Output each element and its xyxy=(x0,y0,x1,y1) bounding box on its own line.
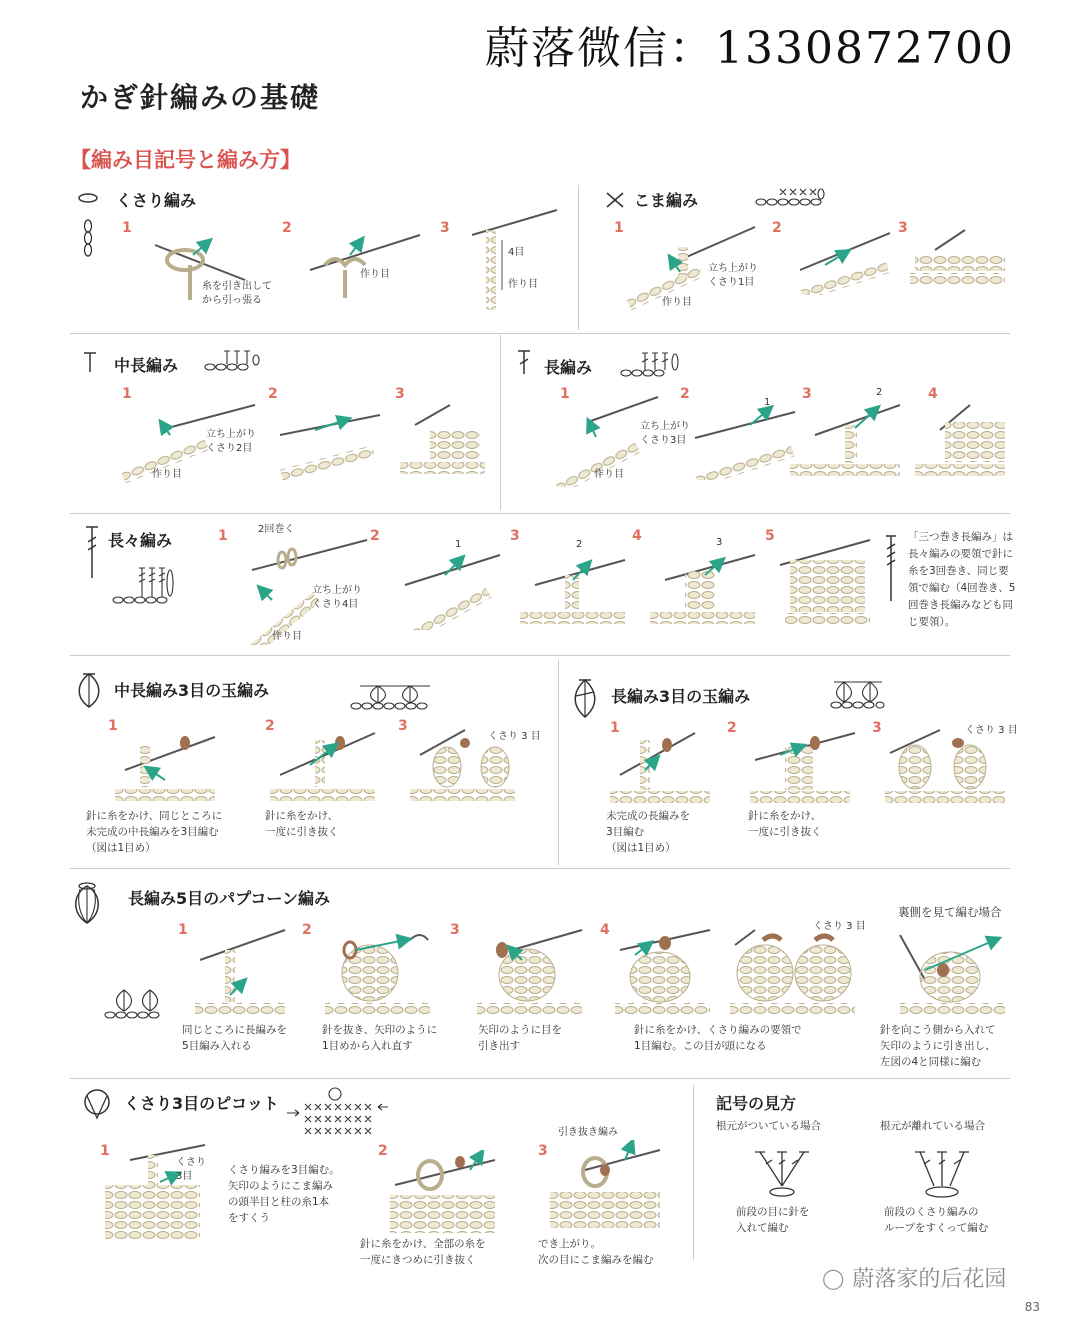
divider xyxy=(500,335,501,510)
chain-step3-illustration xyxy=(462,205,562,315)
picot-label: くさり 3目 xyxy=(176,1157,206,1182)
dc-puff-title: 長編み3目の玉編み xyxy=(611,687,751,706)
step-number: 3 xyxy=(898,220,908,236)
step-number: 2 xyxy=(772,220,782,236)
dc-puff-symbol-icon xyxy=(570,676,600,720)
treble-step4-illustration xyxy=(645,540,760,630)
section-heading: 【編み目記号と編み方】 xyxy=(70,148,301,172)
chain-step2-illustration xyxy=(305,230,425,300)
treble-symbol-icon xyxy=(84,524,100,580)
single-step2-illustration xyxy=(795,225,895,295)
treble-step3-illustration xyxy=(515,540,630,630)
step-number: 1 xyxy=(560,386,570,402)
hdc-puff-symbol-icon xyxy=(74,670,104,710)
dc-puff-caption: 針に糸をかけ、 一度に引き抜く xyxy=(748,810,822,838)
step-number: 2 xyxy=(265,718,275,734)
step-number: 3 xyxy=(450,922,460,938)
picot-symbol-icon xyxy=(82,1088,112,1122)
double-symbol-icon xyxy=(516,348,532,376)
dc-puff-chart-icon xyxy=(830,678,885,710)
half-double-label: 作り目 xyxy=(152,469,182,480)
double-label: 2 xyxy=(876,387,883,398)
popcorn-caption: 針を抜き、矢印のように 1目めから入れ直す xyxy=(322,1024,438,1052)
treble-label: 3 xyxy=(716,537,723,548)
step-number: 3 xyxy=(398,718,408,734)
popcorn-title: 長編み5目のパプコーン編み xyxy=(128,889,331,908)
picot-label: 引き抜き編み xyxy=(558,1127,618,1138)
double-step3-illustration xyxy=(785,400,905,480)
step-number: 4 xyxy=(928,386,938,402)
double-title: 長編み xyxy=(544,358,593,377)
treble-step2-illustration xyxy=(390,540,505,630)
symbols-caption: 前段の目に針を 入れて編む xyxy=(736,1206,810,1234)
popcorn-back-side-heading: 裏側を見て編む場合 xyxy=(898,905,1002,919)
double-chart-icon xyxy=(620,350,682,378)
step-number: 2 xyxy=(268,386,278,402)
popcorn-symbol-icon xyxy=(70,880,104,926)
treble-label: 2回巻く xyxy=(258,524,295,535)
symbols-joined-heading: 根元がついている場合 xyxy=(716,1120,821,1132)
divider xyxy=(578,185,579,330)
step-number: 2 xyxy=(680,386,690,402)
divider xyxy=(70,868,1010,869)
chain-symbol-icon xyxy=(78,190,100,260)
hdc-puff-caption: 針に糸をかけ、 一度に引き抜く xyxy=(265,810,339,838)
double-label: 1 xyxy=(764,397,771,408)
popcorn-chart-icon xyxy=(104,985,166,1019)
hdc-puff-caption: 針に糸をかけ、同じところに 未完成の中長編みを3目編む （図は1目め） xyxy=(86,810,223,854)
step-number: 3 xyxy=(395,386,405,402)
picot-step3-illustration xyxy=(545,1140,665,1230)
hdc-puff-chart-icon xyxy=(350,682,440,710)
popcorn-step4-illustration xyxy=(610,925,715,1020)
hdc-puff-label: くさり 3 目 xyxy=(488,731,541,742)
step-number: 3 xyxy=(538,1143,548,1159)
divider xyxy=(70,333,1010,334)
treble-label: 1 xyxy=(455,539,462,550)
triple-treble-symbol-icon xyxy=(884,533,898,603)
step-number: 1 xyxy=(108,718,118,734)
hdc-puff-step1-illustration xyxy=(110,725,220,805)
popcorn-caption: 同じところに長編みを 5目編み入れる xyxy=(182,1024,287,1052)
step-number: 4 xyxy=(632,528,642,544)
dc-puff-label: くさり 3 目 xyxy=(965,725,1018,736)
dc-puff-step1-illustration xyxy=(605,725,720,805)
joined-base-symbol-icon xyxy=(752,1148,812,1200)
popcorn-step1-illustration xyxy=(190,925,290,1020)
divider xyxy=(70,513,1010,514)
symbols-caption: 前段のくさり編みの ループをすくって編む xyxy=(884,1206,989,1234)
step-number: 1 xyxy=(178,922,188,938)
step-number: 3 xyxy=(510,528,520,544)
step-number: 2 xyxy=(378,1143,388,1159)
half-double-label: 立ち上がり くさり2目 xyxy=(206,429,256,454)
separate-base-symbol-icon xyxy=(912,1148,972,1200)
divider xyxy=(70,655,1010,656)
chain-label: 4目 xyxy=(508,247,525,258)
footer-text: 蔚落家的后花园 xyxy=(852,1267,1007,1292)
step-number: 2 xyxy=(282,220,292,236)
popcorn-finished-illustration xyxy=(725,925,860,1020)
step-number: 2 xyxy=(727,720,737,736)
step-number: 2 xyxy=(302,922,312,938)
watermark: 蔚落微信：1330872700 xyxy=(485,23,1015,74)
treble-label: 2 xyxy=(576,539,583,550)
popcorn-step2-illustration xyxy=(320,925,435,1020)
picot-caption: でき上がり。 次の目にこま編みを編む xyxy=(538,1238,654,1266)
step-number: 1 xyxy=(218,528,228,544)
double-label: 立ち上がり くさり3目 xyxy=(640,421,690,446)
single-crochet-symbol-icon xyxy=(604,190,626,210)
chain-label: 作り目 xyxy=(360,269,390,280)
wechat-icon: ◯ xyxy=(822,1265,845,1290)
popcorn-caption: 針に糸をかけ、くさり編みの要領で 1目編む。この目が頭になる xyxy=(634,1024,802,1052)
single-title: こま編み xyxy=(634,191,699,210)
picot-caption: くさり編みを3目編む。 矢印のようにこま編み の頭半目と柱の糸1本 をすくう xyxy=(228,1164,340,1224)
treble-chart-icon xyxy=(112,565,174,605)
dc-puff-step2-illustration xyxy=(745,725,860,805)
picot-step2-illustration xyxy=(385,1150,500,1235)
step-number: 1 xyxy=(610,720,620,736)
divider xyxy=(70,1078,1010,1079)
step-number: 1 xyxy=(614,220,624,236)
single-label: 立ち上がり くさり1目 xyxy=(708,263,758,288)
popcorn-back-side-illustration xyxy=(895,925,1010,1020)
symbols-separate-heading: 根元が離れている場合 xyxy=(880,1120,985,1132)
treble-title: 長々編み xyxy=(108,531,173,550)
popcorn-caption: 針を向こう側から入れて 矢印のように引き出し、 左図の4と同様に編む xyxy=(880,1024,996,1068)
double-step2-illustration xyxy=(690,400,800,480)
single-step3-illustration xyxy=(905,225,1010,295)
step-number: 3 xyxy=(872,720,882,736)
double-label: 作り目 xyxy=(594,469,624,480)
dc-puff-caption: 未完成の長編みを 3目編む （図は1目め） xyxy=(606,810,690,854)
treble-label: 立ち上がり くさり4目 xyxy=(312,585,362,610)
treble-step5-illustration xyxy=(770,535,875,630)
step-number: 1 xyxy=(100,1143,110,1159)
step-number: 5 xyxy=(765,528,775,544)
popcorn-label: くさり 3 目 xyxy=(813,921,866,932)
step-number: 2 xyxy=(370,528,380,544)
half-double-step3-illustration xyxy=(395,400,490,480)
half-double-chart-icon xyxy=(204,348,264,372)
popcorn-step3-illustration xyxy=(472,925,587,1020)
chain-title: くさり編み xyxy=(116,191,197,210)
treble-label: 作り目 xyxy=(272,631,302,642)
step-number: 1 xyxy=(122,220,132,236)
step-number: 3 xyxy=(440,220,450,236)
double-step4-illustration xyxy=(910,400,1010,480)
page-title: かぎ針編みの基礎 xyxy=(80,81,321,114)
symbols-title: 記号の見方 xyxy=(716,1094,797,1113)
picot-caption: 針に糸をかけ、全部の糸を 一度にきつめに引き抜く xyxy=(360,1238,486,1266)
picot-title: くさり3目のピコット xyxy=(124,1094,279,1113)
picot-chart-icon xyxy=(285,1084,390,1142)
single-label: 作り目 xyxy=(662,297,692,308)
half-double-symbol-icon xyxy=(82,350,98,374)
half-double-title: 中長編み xyxy=(114,356,179,375)
single-chart-icon xyxy=(755,186,825,208)
step-number: 4 xyxy=(600,922,610,938)
step-number: 1 xyxy=(122,386,132,402)
footer-brand xyxy=(822,1262,1006,1293)
popcorn-caption: 矢印のように目を 引き出す xyxy=(478,1024,562,1052)
step-number: 3 xyxy=(802,386,812,402)
divider xyxy=(693,1085,694,1260)
chain-label: 糸を引き出して から引っ張る xyxy=(202,281,272,306)
hdc-puff-title: 中長編み3目の玉編み xyxy=(114,681,270,700)
treble-note: 「三つ巻き長編み」は長々編みの要領で針に糸を3回巻き、同じ要領で編む（4回巻き、5回巻き長編みなども同じ要領）。 xyxy=(908,531,1016,628)
half-double-step2-illustration xyxy=(275,400,385,480)
page-number: 83 xyxy=(1024,1300,1040,1314)
hdc-puff-step2-illustration xyxy=(265,725,380,805)
divider xyxy=(558,660,559,865)
chain-label: 作り目 xyxy=(508,279,538,290)
